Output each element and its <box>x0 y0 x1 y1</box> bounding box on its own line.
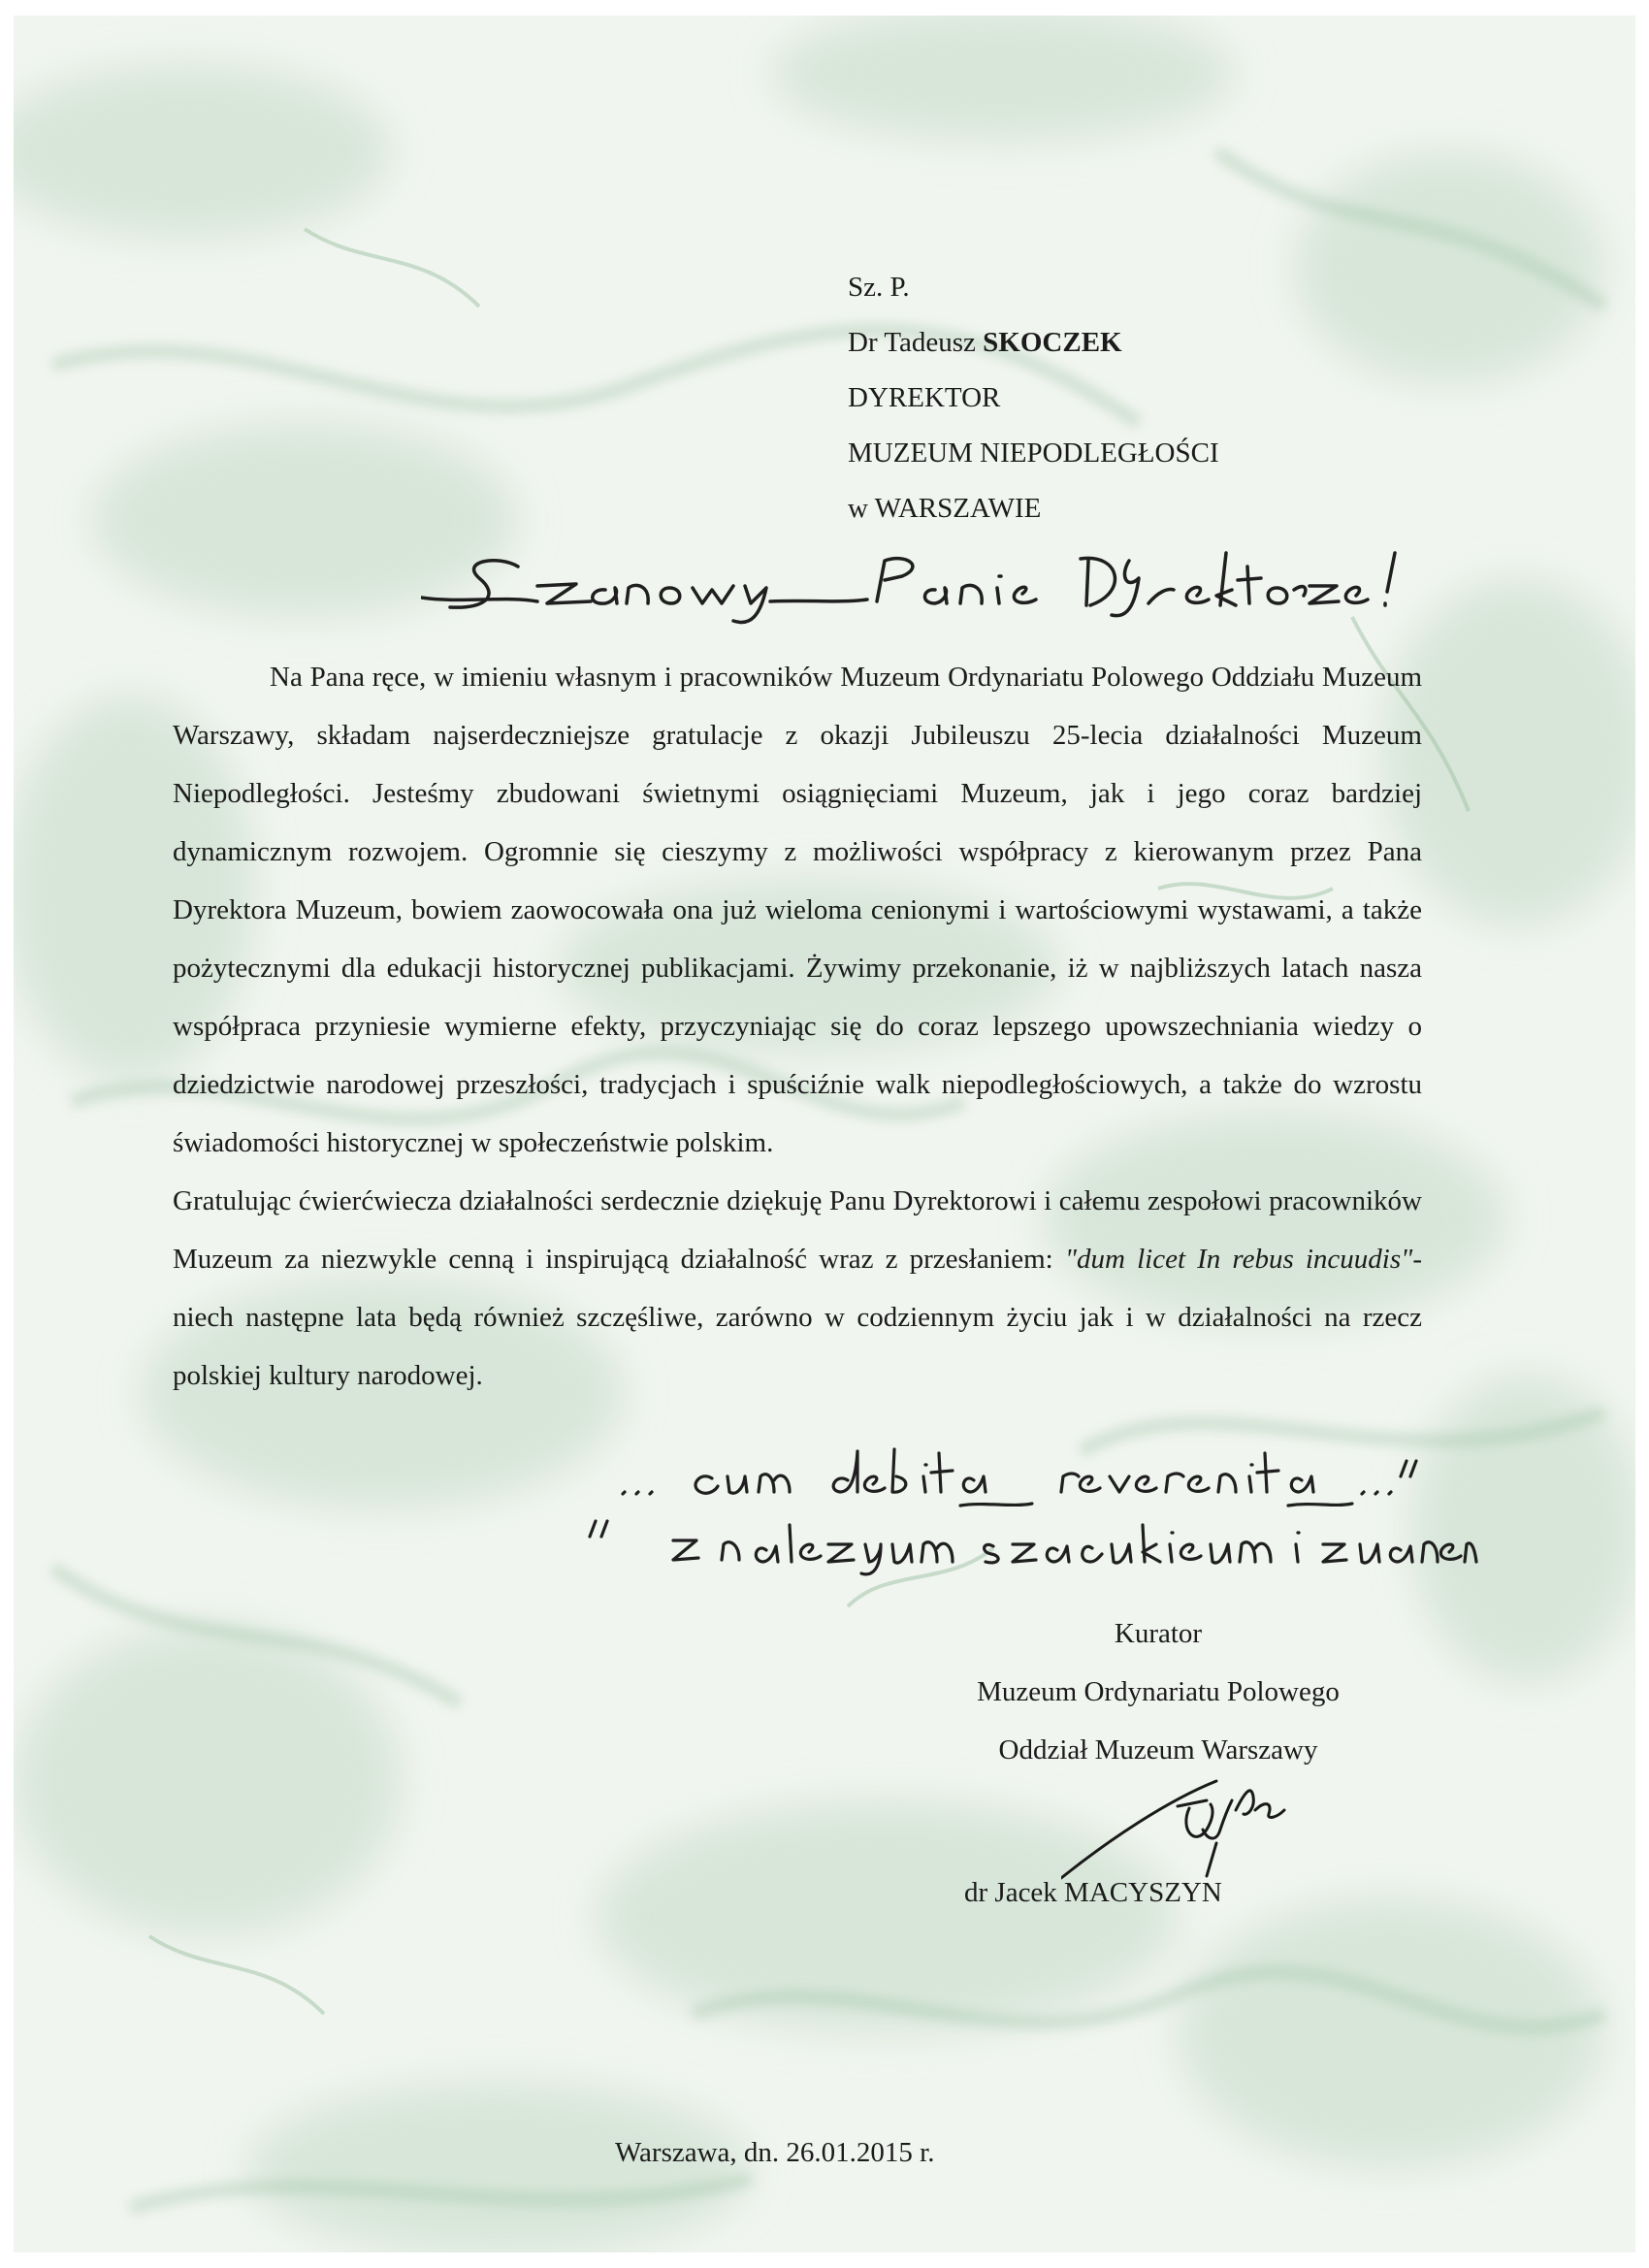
signer-role: Kurator <box>1114 1618 1203 1649</box>
handwritten-closing <box>576 1432 1478 1582</box>
signature-block <box>867 1604 1449 1779</box>
place-and-date: Warszawa, dn. 26.01.2015 r. <box>615 2137 935 2168</box>
paragraph-2-end: - niech następne lata będą również szczęśliwe, zarówno w codziennym życiu jak i w działalności na rzecz polskiej kultury narodowej. <box>173 1244 1422 1391</box>
latin-motto: "dum licet In rebus incuudis" <box>1064 1244 1413 1275</box>
body-paragraph-2 <box>173 1172 1422 1405</box>
signer-department: Oddział Muzeum Warszawy <box>998 1734 1318 1766</box>
addressee-honorific: Sz. P. <box>848 272 910 303</box>
letter-body <box>173 648 1422 1405</box>
paragraph-2-start: Gratulując ćwierćwiecza działalności serdecznie dziękuję Panu Dyrektorowi i całemu zespołowi pracowników Muzeum za niezwykle cenną i inspirującą działalność wraz z przesłaniem: <box>173 1185 1422 1275</box>
signer-institution: Muzeum Ordynariatu Polowego <box>977 1676 1340 1707</box>
letter-page <box>14 16 1635 2252</box>
body-paragraph-1: Na Pana ręce, w imieniu własnym i pracowników Muzeum Ordynariatu Polowego Oddziału Muzeum Warszawy, składam najserdeczniejsze gratulacje z okazji Jubileuszu 25-lecia działalności Muzeum Niepodległości. Jesteśmy zbudowani świetnymi osiągnięciami Muzeum, jak i jego coraz bardziej dynamicznym rozwojem. Ogromnie się cieszymy z możliwości współpracy z kierowanym przez Pana Dyrektora Muzeum, bowiem zaowocowała ona już wieloma cenionymi i wartościowymi wystawami, a także pożytecznymi dla edukacji historycznej publikacjami. Żywimy przekonanie, iż w najbliższych latach nasza współpraca przyniesie wymierne efekty, przyczyniając się do coraz lepszego upowszechniania wiedzy o dziedzictwie narodowej przeszłości, tradycjach i spuściźnie walk niepodległościowych, a także do wzrostu świadomości historycznej w społeczeństwie polskim. <box>173 662 1422 1158</box>
addressee-surname: SKOCZEK <box>983 327 1122 358</box>
addressee-title: DYREKTOR <box>848 382 1001 413</box>
addressee-name-prefix: Dr Tadeusz <box>848 327 984 358</box>
addressee-city: w WARSZAWIE <box>848 493 1042 524</box>
signer-name: dr Jacek MACYSZYN <box>964 1877 1222 1908</box>
handwritten-salutation <box>421 547 1410 630</box>
addressee-block <box>848 260 1219 536</box>
addressee-institution: MUZEUM NIEPODLEGŁOŚCI <box>848 437 1219 469</box>
addressee-name <box>848 315 1219 371</box>
